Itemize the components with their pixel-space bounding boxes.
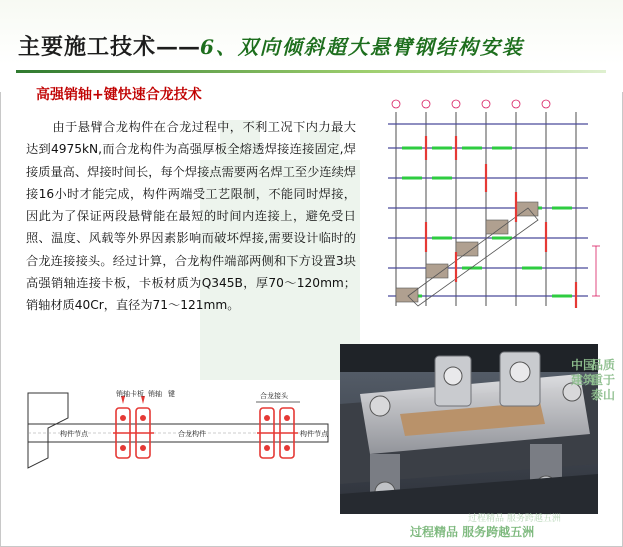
label-beam-mid: 合龙构件 [178,430,206,438]
slide-title [18,30,524,61]
label-beam-left: 构件节点 [60,430,88,438]
title-underline [16,70,606,73]
closure-joint-detail-drawing [8,388,336,474]
label-key: 键 [168,390,175,398]
label-closure-joint: 合龙接头 [260,392,288,400]
slogan-vertical-2: 品质重于泰山 [591,358,616,402]
label-pin: 销轴 [148,390,162,398]
structure-elevation-drawing [378,96,608,318]
slogan-watermark-small: 过程精品 服务跨越五洲 [468,514,561,524]
label-pin-plate: 销轴卡板 [116,390,144,398]
body-paragraph [26,116,356,317]
label-beam-right: 构件节点 [300,430,328,438]
slogan-bottom: 过程精品 服务跨越五洲 [410,525,535,539]
section-subtitle: 高强销轴+键快速合龙技术 [36,87,202,103]
slogan-vertical-1: 中国建筑 [571,358,596,387]
body-text: 由于悬臂合龙构件在合龙过程中，不利工况下内力最大达到4975kN,而合龙构件为高强厚板全熔透焊接连接固定,焊接质量高、焊接时间长，每个焊接点需要两名焊工至少连续焊接16小时才能完成，构件两端受工艺限制，不能同时焊接，因此为了保证两段悬臂能在最短的时间内连接上，避免受日照、温度、风载等外界因素影响而破坏焊接,需要设计临时的合龙连接接头。经过计算，合龙构件端部两侧和下方设置3块高强销轴连接卡板，卡板材质为Q345B，厚70～120mm；销轴材质40Cr，直径为71～121mm。 [26,120,356,313]
title-bar [0,0,623,92]
title-dash: —— [156,34,201,60]
photo-illustration [340,344,598,514]
closure-joint-photo [340,344,598,514]
title-main: 主要施工技术 [18,34,157,60]
title-section: 6、双向倾斜超大悬臂钢结构安装 [200,35,524,59]
